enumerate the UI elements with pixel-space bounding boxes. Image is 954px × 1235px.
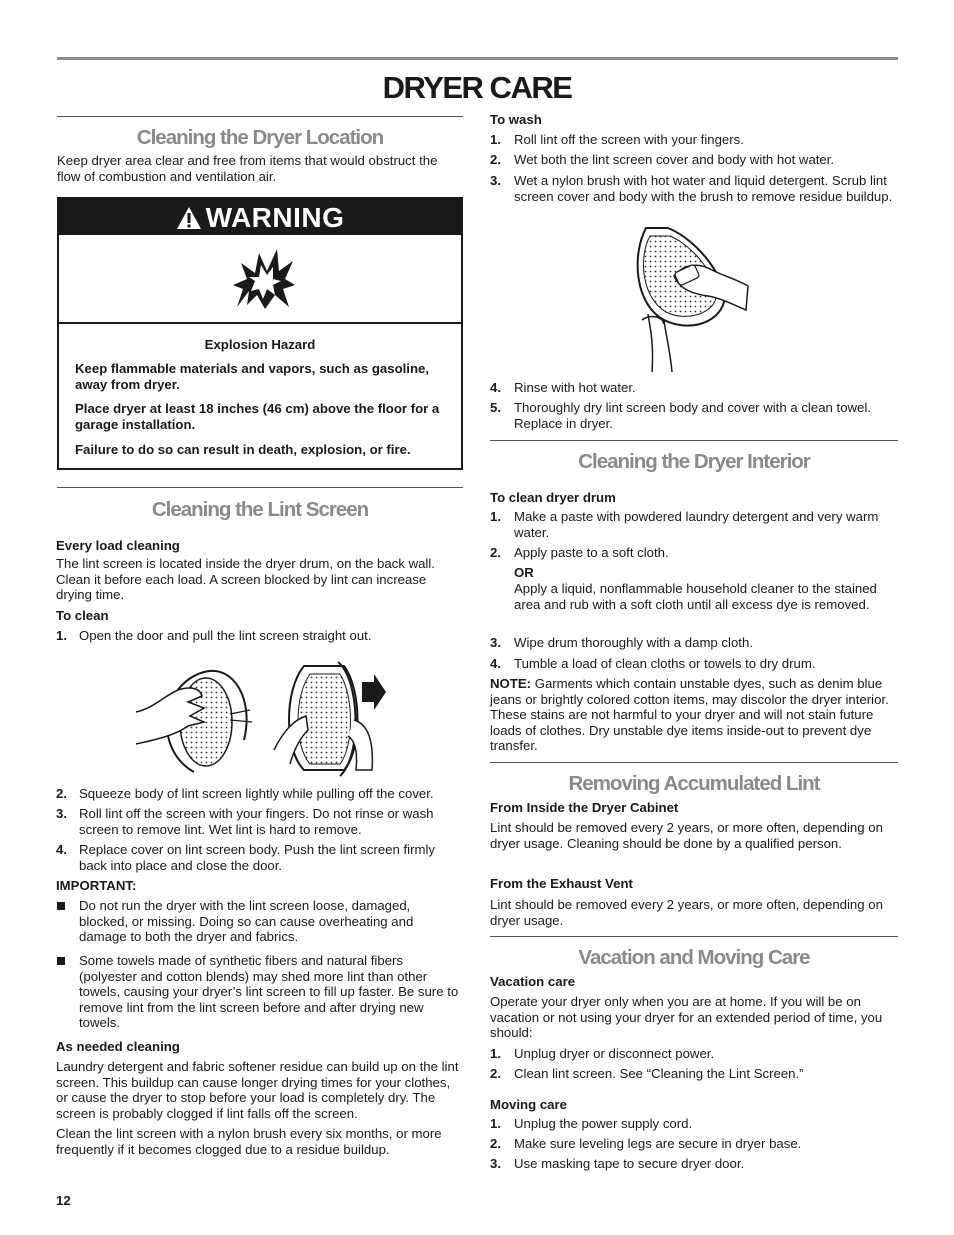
step-number: 3.: [490, 635, 501, 650]
step-number: 2.: [490, 1136, 501, 1151]
drum-title: To clean dryer drum: [490, 490, 616, 505]
to-clean-title: To clean: [56, 608, 109, 623]
step-number: 1.: [490, 1046, 501, 1061]
as-needed-title: As needed cleaning: [56, 1039, 180, 1054]
step-number: 1.: [490, 132, 501, 147]
section-heading-location: Cleaning the Dryer Location: [136, 126, 384, 149]
cabinet-body: Lint should be removed every 2 years, or more often, depending on dryer usage. Cleaning should be done by a qualified person.: [490, 820, 883, 851]
note-paragraph: [490, 676, 898, 754]
step-number: 2.: [490, 152, 501, 167]
wash-step-3: Wet a nylon brush with hot water and liquid detergent. Scrub lint screen cover and body with the brush to remove residue buildup.: [514, 173, 893, 204]
every-load-body: The lint screen is located inside the dryer drum, on the back wall. Clean it before each load. A screen blocked by lint can increase drying time.: [56, 556, 435, 603]
step-number: 2.: [490, 545, 501, 560]
step-number: 5.: [490, 400, 501, 415]
wash-step-4: Rinse with hot water.: [514, 380, 636, 395]
page-title: DRYER CARE: [382, 70, 572, 105]
step-number: 3.: [56, 806, 67, 821]
bullet-square-icon: [57, 957, 65, 965]
or-text: Apply a liquid, nonflammable household cleaner to the stained area and rub with a soft cloth until all excess dye is removed.: [514, 581, 877, 612]
important-bullet-2: Some towels made of synthetic fibers and natural fibers (polyester and cotton blends) may shed more lint than other towels, causing your dryer’s lint screen to fill up faster. Be sure to remove lint from the lint screen before and after drying new towels.: [79, 953, 459, 1031]
as-needed-body-1: Laundry detergent and fabric softener residue can build up on the lint screen. This buildup can cause longer drying times for your clothes, or cause the dryer to stop before your load is completely dry. The screen is probably clogged if lint falls off the screen.: [56, 1059, 459, 1121]
wash-step-5: Thoroughly dry lint screen body and cover with a clean towel. Replace in dryer.: [514, 400, 871, 431]
lint-step-4: Replace cover on lint screen body. Push the lint screen firmly back into place and close the door.: [79, 842, 435, 873]
to-wash-title: To wash: [490, 112, 542, 127]
vacation-title: Vacation care: [490, 974, 576, 989]
location-body: Keep dryer area clear and free from items that would obstruct the flow of combustion and ventilation air.: [57, 153, 438, 184]
step-number: 2.: [56, 786, 67, 801]
explosion-icon: [229, 245, 299, 313]
warning-line-1: Keep flammable materials and vapors, such as gasoline, away from dryer.: [75, 361, 430, 392]
lint-step-2: Squeeze body of lint screen lightly while pulling off the cover.: [79, 786, 434, 801]
section-divider: [490, 440, 898, 441]
as-needed-body-2: Clean the lint screen with a nylon brush every six months, or more frequently if it becomes clogged due to a residue buildup.: [56, 1126, 442, 1157]
vacation-body: Operate your dryer only when you are at home. If you will be on vacation or not using your dryer for an extended period of time, you should:: [490, 994, 883, 1041]
every-load-title: Every load cleaning: [56, 538, 180, 553]
cabinet-title: From Inside the Dryer Cabinet: [490, 800, 679, 815]
interior-step-2: Apply paste to a soft cloth.: [514, 545, 669, 560]
section-divider: [490, 936, 898, 937]
vacation-step-2: Clean lint screen. See “Cleaning the Lint Screen.”: [514, 1066, 804, 1081]
step-number: 1.: [490, 1116, 501, 1131]
top-rule: [57, 57, 898, 60]
or-label: OR: [514, 565, 534, 580]
section-divider: [490, 762, 898, 763]
moving-step-2: Make sure leveling legs are secure in dryer base.: [514, 1136, 802, 1151]
interior-step-1: Make a paste with powdered laundry detergent and very warm water.: [514, 509, 879, 540]
step-number: 4.: [490, 656, 501, 671]
step-number: 2.: [490, 1066, 501, 1081]
section-heading-accumulated-lint: Removing Accumulated Lint: [568, 772, 820, 795]
lint-screen-scrub-illustration: [628, 224, 756, 374]
step-number: 1.: [490, 509, 501, 524]
moving-step-3: Use masking tape to secure dryer door.: [514, 1156, 745, 1171]
interior-step-4: Tumble a load of clean cloths or towels to dry drum.: [514, 656, 816, 671]
vent-title: From the Exhaust Vent: [490, 876, 633, 891]
warning-line-3: Failure to do so can result in death, explosion, or fire.: [75, 442, 411, 457]
wash-step-2: Wet both the lint screen cover and body with hot water.: [514, 152, 835, 167]
lint-screen-pull-illustration: [134, 660, 394, 778]
section-heading-vacation: Vacation and Moving Care: [578, 946, 810, 969]
warning-box: [57, 197, 463, 470]
vacation-step-1: Unplug dryer or disconnect power.: [514, 1046, 715, 1061]
note-label: NOTE:: [490, 676, 532, 691]
moving-step-1: Unplug the power supply cord.: [514, 1116, 693, 1131]
wash-step-1: Roll lint off the screen with your fingers.: [514, 132, 744, 147]
section-divider: [57, 116, 463, 117]
section-heading-lint-screen: Cleaning the Lint Screen: [151, 498, 369, 521]
warning-banner: [59, 199, 461, 235]
section-heading-interior: Cleaning the Dryer Interior: [578, 450, 810, 473]
warning-icon-row: [59, 235, 461, 324]
warning-line-2: Place dryer at least 18 inches (46 cm) above the floor for a garage installation.: [75, 401, 440, 432]
note-text: Garments which contain unstable dyes, such as denim blue jeans or brightly colored cotton items, may discolor the dryer interior. These stains are not harmful to your dryer and will not stain future loads of clothes. Dry unstable dye items inside-out to prevent dye transfer.: [490, 676, 889, 754]
step-number: 4.: [56, 842, 67, 857]
warning-hazard-title: Explosion Hazard: [204, 337, 316, 352]
step-number: 3.: [490, 1156, 501, 1171]
bullet-square-icon: [57, 902, 65, 910]
step-number: 1.: [56, 628, 67, 643]
page-number: 12: [56, 1193, 71, 1208]
moving-title: Moving care: [490, 1097, 567, 1112]
important-bullet-1: Do not run the dryer with the lint screen loose, damaged, blocked, or missing. Doing so can cause overheating and damage to both the dryer and fabrics.: [79, 898, 414, 945]
step-number: 3.: [490, 173, 501, 188]
important-title: IMPORTANT:: [56, 878, 137, 893]
vent-body: Lint should be removed every 2 years, or more often, depending on dryer usage.: [490, 897, 883, 928]
lint-step-1: Open the door and pull the lint screen straight out.: [79, 628, 372, 643]
lint-step-3: Roll lint off the screen with your fingers. Do not rinse or wash screen to remove lint. Wet lint is hard to remove.: [79, 806, 434, 837]
section-divider: [57, 487, 463, 488]
interior-step-3: Wipe drum thoroughly with a damp cloth.: [514, 635, 753, 650]
step-number: 4.: [490, 380, 501, 395]
warning-label: WARNING: [205, 202, 345, 233]
